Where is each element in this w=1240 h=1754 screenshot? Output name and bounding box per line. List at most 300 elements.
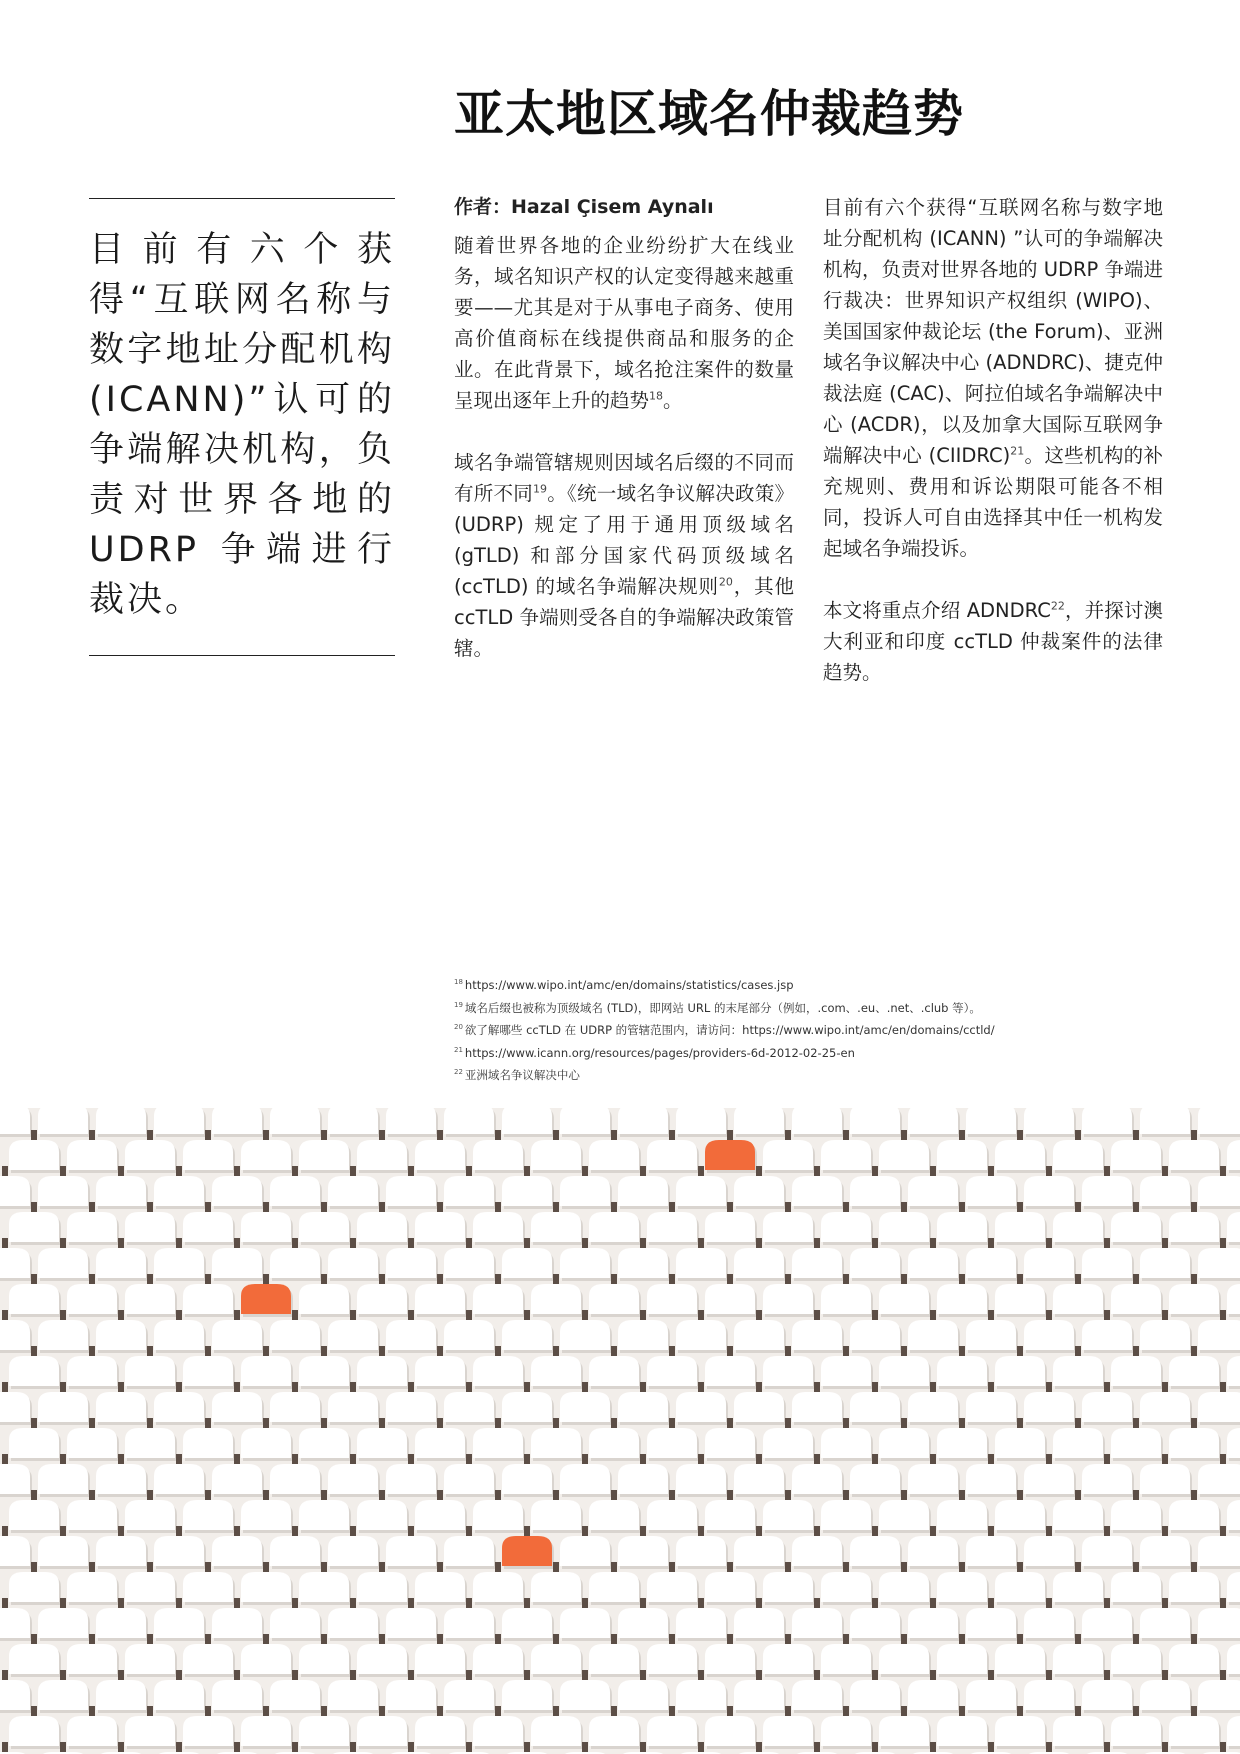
white-seat — [734, 1320, 784, 1350]
white-seat — [473, 1644, 523, 1674]
white-seat — [676, 1320, 726, 1350]
footnote-number: 22 — [454, 1068, 463, 1076]
white-seat — [125, 1428, 175, 1458]
white-seat — [299, 1284, 349, 1314]
footnote-text: 亚洲域名争议解决中心 — [464, 1067, 580, 1082]
white-seat — [792, 1464, 842, 1494]
white-seat — [763, 1140, 813, 1170]
white-seat — [879, 1572, 929, 1602]
white-seat — [502, 1248, 552, 1278]
white-seat — [299, 1428, 349, 1458]
white-seat — [67, 1140, 117, 1170]
white-seat — [560, 1464, 610, 1494]
white-seat — [444, 1108, 494, 1134]
white-seat — [618, 1608, 668, 1638]
white-seat — [589, 1716, 639, 1746]
orange-seat — [705, 1140, 755, 1170]
white-seat — [415, 1284, 465, 1314]
white-seat — [386, 1392, 436, 1422]
providers-paragraph — [823, 192, 1163, 564]
white-seat — [647, 1356, 697, 1386]
white-seat — [96, 1536, 146, 1566]
white-seat — [792, 1108, 842, 1134]
white-seat — [125, 1716, 175, 1746]
white-seat — [183, 1212, 233, 1242]
white-seat — [937, 1140, 987, 1170]
white-seat — [38, 1464, 88, 1494]
paragraph-text: 。《统一域名争议解决政策》 (UDRP) 规定了用于通用顶级域名 (gTLD) 和部分国家代码顶级域名 (ccTLD) 的域名争端解决规则 — [454, 482, 794, 598]
white-seat — [618, 1108, 668, 1134]
white-seat — [473, 1428, 523, 1458]
focus-paragraph — [823, 595, 1163, 688]
white-seat — [1169, 1284, 1219, 1314]
white-seat — [1169, 1716, 1219, 1746]
white-seat — [647, 1500, 697, 1530]
footnote-ref-21[interactable]: 21 — [1010, 444, 1025, 458]
white-seat — [212, 1608, 262, 1638]
white-seat — [415, 1572, 465, 1602]
white-seat — [560, 1108, 610, 1134]
white-seat — [937, 1212, 987, 1242]
white-seat — [386, 1680, 436, 1710]
white-seat — [966, 1392, 1016, 1422]
white-seat — [9, 1428, 59, 1458]
white-seat — [560, 1176, 610, 1206]
white-seat — [241, 1356, 291, 1386]
white-seat — [212, 1392, 262, 1422]
white-seat — [821, 1212, 871, 1242]
white-seat — [0, 1320, 30, 1350]
white-seat — [1053, 1644, 1103, 1674]
white-seat — [618, 1248, 668, 1278]
white-seat — [1082, 1320, 1132, 1350]
white-seat — [879, 1212, 929, 1242]
white-seat — [357, 1140, 407, 1170]
white-seat — [38, 1248, 88, 1278]
white-seat — [125, 1572, 175, 1602]
white-seat — [792, 1392, 842, 1422]
white-seat — [9, 1356, 59, 1386]
white-seat — [299, 1644, 349, 1674]
white-seat — [647, 1644, 697, 1674]
white-seat — [1024, 1248, 1074, 1278]
white-seat — [1140, 1680, 1190, 1710]
white-seat — [96, 1464, 146, 1494]
orange-seat — [241, 1284, 291, 1314]
white-seat — [1024, 1108, 1074, 1134]
white-seat — [763, 1428, 813, 1458]
white-seat — [792, 1320, 842, 1350]
pull-quote — [89, 198, 395, 656]
white-seat — [96, 1608, 146, 1638]
white-seat — [415, 1716, 465, 1746]
white-seat — [1053, 1572, 1103, 1602]
white-seat — [1169, 1428, 1219, 1458]
white-seat — [154, 1176, 204, 1206]
footnote-item — [454, 971, 1214, 994]
paragraph-text: 域名争端管辖规则因域名后缀的不同而有所不同 — [454, 451, 794, 505]
white-seat — [850, 1536, 900, 1566]
paragraph-text: ，其他 ccTLD 争端则受各自的争端解决政策管辖。 — [454, 575, 794, 660]
white-seat — [270, 1320, 320, 1350]
white-seat — [1024, 1176, 1074, 1206]
white-seat — [1227, 1140, 1240, 1170]
white-seat — [67, 1428, 117, 1458]
white-seat — [734, 1608, 784, 1638]
white-seat — [879, 1500, 929, 1530]
footnote-number: 21 — [454, 1045, 463, 1054]
white-seat — [154, 1608, 204, 1638]
white-seat — [879, 1428, 929, 1458]
white-seat — [328, 1320, 378, 1350]
white-seat — [38, 1392, 88, 1422]
white-seat — [1227, 1356, 1240, 1386]
white-seat — [96, 1108, 146, 1134]
white-seat — [125, 1356, 175, 1386]
white-seat — [212, 1680, 262, 1710]
white-seat — [560, 1320, 610, 1350]
white-seat — [560, 1608, 610, 1638]
white-seat — [647, 1140, 697, 1170]
right-column — [823, 192, 1163, 719]
white-seat — [473, 1716, 523, 1746]
white-seat — [473, 1140, 523, 1170]
white-seat — [502, 1608, 552, 1638]
white-seat — [1140, 1464, 1190, 1494]
white-seat — [212, 1464, 262, 1494]
white-seat — [357, 1356, 407, 1386]
white-seat — [241, 1140, 291, 1170]
white-seat — [995, 1356, 1045, 1386]
white-seat — [618, 1320, 668, 1350]
page-title: 亚太地区域名仲裁趋势 — [454, 85, 964, 143]
white-seat — [125, 1500, 175, 1530]
white-seat — [1082, 1108, 1132, 1134]
white-seat — [212, 1108, 262, 1134]
white-seat — [328, 1108, 378, 1134]
white-seat — [821, 1572, 871, 1602]
footnote-ref-22[interactable]: 22 — [1050, 599, 1065, 613]
white-seat — [589, 1572, 639, 1602]
white-seat — [38, 1108, 88, 1134]
white-seat — [647, 1428, 697, 1458]
white-seat — [966, 1464, 1016, 1494]
white-seat — [676, 1176, 726, 1206]
white-seat — [125, 1140, 175, 1170]
white-seat — [589, 1140, 639, 1170]
white-seat — [1169, 1356, 1219, 1386]
white-seat — [328, 1176, 378, 1206]
white-seat — [1082, 1248, 1132, 1278]
white-seat — [386, 1536, 436, 1566]
white-seat — [1111, 1212, 1161, 1242]
white-seat — [328, 1680, 378, 1710]
white-seat — [850, 1248, 900, 1278]
white-seat — [879, 1140, 929, 1170]
white-seat — [415, 1140, 465, 1170]
white-seat — [531, 1644, 581, 1674]
white-seat — [0, 1176, 30, 1206]
white-seat — [995, 1428, 1045, 1458]
white-seat — [1140, 1108, 1190, 1134]
white-seat — [850, 1608, 900, 1638]
white-seat — [0, 1392, 30, 1422]
white-seat — [676, 1392, 726, 1422]
white-seat — [357, 1284, 407, 1314]
paragraph-text: 目前有六个获得“互联网名称与数字地址分配机构 (ICANN) ”认可的争端解决机构，负责对世界各地的 UDRP 争端进行裁决：世界知识产权组织 (WIPO)、美国国家仲裁论坛 (the Forum)、亚洲域名争议解决中心 (ADNDRC)、捷克仲裁法庭 (CAC)、阿拉伯域名争端解决中心 (ACDR)，以及加拿大国际互联网争端解决中心 (CIIDRC) — [823, 196, 1163, 467]
white-seat — [937, 1644, 987, 1674]
white-seat — [357, 1428, 407, 1458]
white-seat — [1024, 1464, 1074, 1494]
white-seat — [270, 1680, 320, 1710]
footnote-item — [454, 994, 1214, 1017]
white-seat — [821, 1500, 871, 1530]
white-seat — [357, 1716, 407, 1746]
footnote-ref-18[interactable]: 18 — [649, 389, 664, 403]
white-seat — [154, 1464, 204, 1494]
white-seat — [1198, 1536, 1240, 1566]
white-seat — [850, 1320, 900, 1350]
white-seat — [1111, 1572, 1161, 1602]
white-seat — [850, 1392, 900, 1422]
white-seat — [618, 1176, 668, 1206]
white-seat — [444, 1320, 494, 1350]
white-seat — [734, 1176, 784, 1206]
white-seat — [1227, 1716, 1240, 1746]
orange-seat — [502, 1536, 552, 1566]
white-seat — [1198, 1392, 1240, 1422]
white-seat — [299, 1572, 349, 1602]
white-seat — [212, 1536, 262, 1566]
white-seat — [560, 1248, 610, 1278]
footnotes — [454, 971, 1214, 1084]
intro-paragraph — [454, 230, 794, 416]
white-seat — [125, 1212, 175, 1242]
rules-paragraph — [454, 447, 794, 664]
white-seat — [9, 1140, 59, 1170]
white-seat — [444, 1680, 494, 1710]
white-seat — [38, 1176, 88, 1206]
white-seat — [502, 1464, 552, 1494]
white-seat — [966, 1320, 1016, 1350]
footnote-item — [454, 1039, 1214, 1062]
white-seat — [386, 1464, 436, 1494]
white-seat — [1198, 1680, 1240, 1710]
white-seat — [1111, 1284, 1161, 1314]
white-seat — [995, 1644, 1045, 1674]
white-seat — [444, 1464, 494, 1494]
white-seat — [734, 1248, 784, 1278]
white-seat — [763, 1716, 813, 1746]
white-seat — [0, 1680, 30, 1710]
white-seat — [154, 1392, 204, 1422]
white-seat — [531, 1428, 581, 1458]
white-seat — [154, 1108, 204, 1134]
white-seat — [386, 1176, 436, 1206]
white-seat — [792, 1680, 842, 1710]
white-seat — [763, 1572, 813, 1602]
white-seat — [1198, 1248, 1240, 1278]
white-seat — [966, 1248, 1016, 1278]
white-seat — [183, 1572, 233, 1602]
white-seat — [502, 1176, 552, 1206]
white-seat — [734, 1536, 784, 1566]
middle-column — [454, 192, 794, 695]
white-seat — [241, 1572, 291, 1602]
white-seat — [9, 1284, 59, 1314]
white-seat — [1140, 1536, 1190, 1566]
white-seat — [1053, 1500, 1103, 1530]
white-seat — [183, 1716, 233, 1746]
white-seat — [96, 1176, 146, 1206]
white-seat — [9, 1572, 59, 1602]
white-seat — [67, 1572, 117, 1602]
white-seat — [531, 1284, 581, 1314]
white-seat — [415, 1644, 465, 1674]
white-seat — [0, 1536, 30, 1566]
white-seat — [676, 1608, 726, 1638]
footnote-text[interactable]: https://www.icann.org/resources/pages/providers-6d-2012-02-25-en — [464, 1045, 855, 1060]
footnote-text[interactable]: https://www.wipo.int/amc/en/domains/statistics/cases.jsp — [464, 977, 794, 992]
white-seat — [937, 1356, 987, 1386]
white-seat — [908, 1320, 958, 1350]
white-seat — [1169, 1500, 1219, 1530]
white-seat — [734, 1680, 784, 1710]
white-seat — [1140, 1392, 1190, 1422]
white-seat — [67, 1500, 117, 1530]
footnote-ref-19[interactable]: 19 — [533, 482, 547, 496]
white-seat — [1227, 1644, 1240, 1674]
white-seat — [792, 1176, 842, 1206]
white-seat — [618, 1464, 668, 1494]
white-seat — [560, 1392, 610, 1422]
white-seat — [444, 1176, 494, 1206]
white-seat — [1111, 1356, 1161, 1386]
white-seat — [1169, 1212, 1219, 1242]
white-seat — [647, 1716, 697, 1746]
white-seat — [1053, 1428, 1103, 1458]
white-seat — [1227, 1572, 1240, 1602]
white-seat — [1024, 1392, 1074, 1422]
white-seat — [0, 1608, 30, 1638]
white-seat — [937, 1500, 987, 1530]
white-seat — [879, 1356, 929, 1386]
white-seat — [705, 1356, 755, 1386]
footnote-number: 19 — [454, 1000, 463, 1009]
white-seat — [415, 1500, 465, 1530]
white-seat — [1082, 1176, 1132, 1206]
white-seat — [676, 1536, 726, 1566]
white-seat — [908, 1608, 958, 1638]
white-seat — [705, 1644, 755, 1674]
white-seat — [937, 1716, 987, 1746]
white-seat — [676, 1248, 726, 1278]
white-seat — [705, 1716, 755, 1746]
white-seat — [560, 1536, 610, 1566]
white-seat — [618, 1536, 668, 1566]
white-seat — [763, 1212, 813, 1242]
white-seat — [1140, 1608, 1190, 1638]
white-seat — [879, 1284, 929, 1314]
white-seat — [821, 1284, 871, 1314]
white-seat — [473, 1572, 523, 1602]
footnote-ref-20[interactable]: 20 — [718, 575, 733, 589]
white-seat — [328, 1464, 378, 1494]
white-seat — [241, 1644, 291, 1674]
white-seat — [183, 1428, 233, 1458]
white-seat — [966, 1536, 1016, 1566]
white-seat — [183, 1284, 233, 1314]
footnote-text[interactable]: 欲了解哪些 ccTLD 在 UDRP 的管辖范围内，请访问：https://www.wipo.int/amc/en/domains/cctld/ — [464, 1022, 995, 1037]
white-seat — [705, 1428, 755, 1458]
white-seat — [589, 1500, 639, 1530]
white-seat — [734, 1464, 784, 1494]
white-seat — [937, 1428, 987, 1458]
white-seat — [299, 1212, 349, 1242]
white-seat — [1053, 1284, 1103, 1314]
white-seat — [1024, 1680, 1074, 1710]
white-seat — [241, 1500, 291, 1530]
white-seat — [850, 1464, 900, 1494]
white-seat — [1111, 1716, 1161, 1746]
footnote-item — [454, 1016, 1214, 1039]
white-seat — [270, 1608, 320, 1638]
white-seat — [1198, 1608, 1240, 1638]
stadium-seats-photo — [0, 1108, 1240, 1754]
white-seat — [1140, 1320, 1190, 1350]
white-seat — [676, 1108, 726, 1134]
white-seat — [386, 1320, 436, 1350]
white-seat — [386, 1608, 436, 1638]
white-seat — [589, 1356, 639, 1386]
white-seat — [38, 1680, 88, 1710]
white-seat — [328, 1608, 378, 1638]
footnote-number: 20 — [454, 1023, 463, 1031]
white-seat — [531, 1212, 581, 1242]
white-seat — [38, 1608, 88, 1638]
white-seat — [357, 1572, 407, 1602]
white-seat — [676, 1680, 726, 1710]
white-seat — [734, 1392, 784, 1422]
white-seat — [1227, 1428, 1240, 1458]
footnote-number: 18 — [454, 978, 463, 986]
white-seat — [473, 1356, 523, 1386]
white-seat — [96, 1248, 146, 1278]
white-seat — [589, 1212, 639, 1242]
white-seat — [270, 1248, 320, 1278]
white-seat — [96, 1320, 146, 1350]
white-seat — [792, 1536, 842, 1566]
white-seat — [763, 1356, 813, 1386]
white-seat — [154, 1320, 204, 1350]
white-seat — [299, 1140, 349, 1170]
white-seat — [908, 1248, 958, 1278]
white-seat — [9, 1500, 59, 1530]
white-seat — [966, 1176, 1016, 1206]
white-seat — [270, 1392, 320, 1422]
white-seat — [328, 1536, 378, 1566]
white-seat — [908, 1392, 958, 1422]
white-seat — [589, 1284, 639, 1314]
white-seat — [212, 1320, 262, 1350]
white-seat — [1140, 1248, 1190, 1278]
white-seat — [357, 1212, 407, 1242]
white-seat — [38, 1536, 88, 1566]
white-seat — [821, 1716, 871, 1746]
white-seat — [908, 1176, 958, 1206]
white-seat — [908, 1108, 958, 1134]
white-seat — [357, 1500, 407, 1530]
